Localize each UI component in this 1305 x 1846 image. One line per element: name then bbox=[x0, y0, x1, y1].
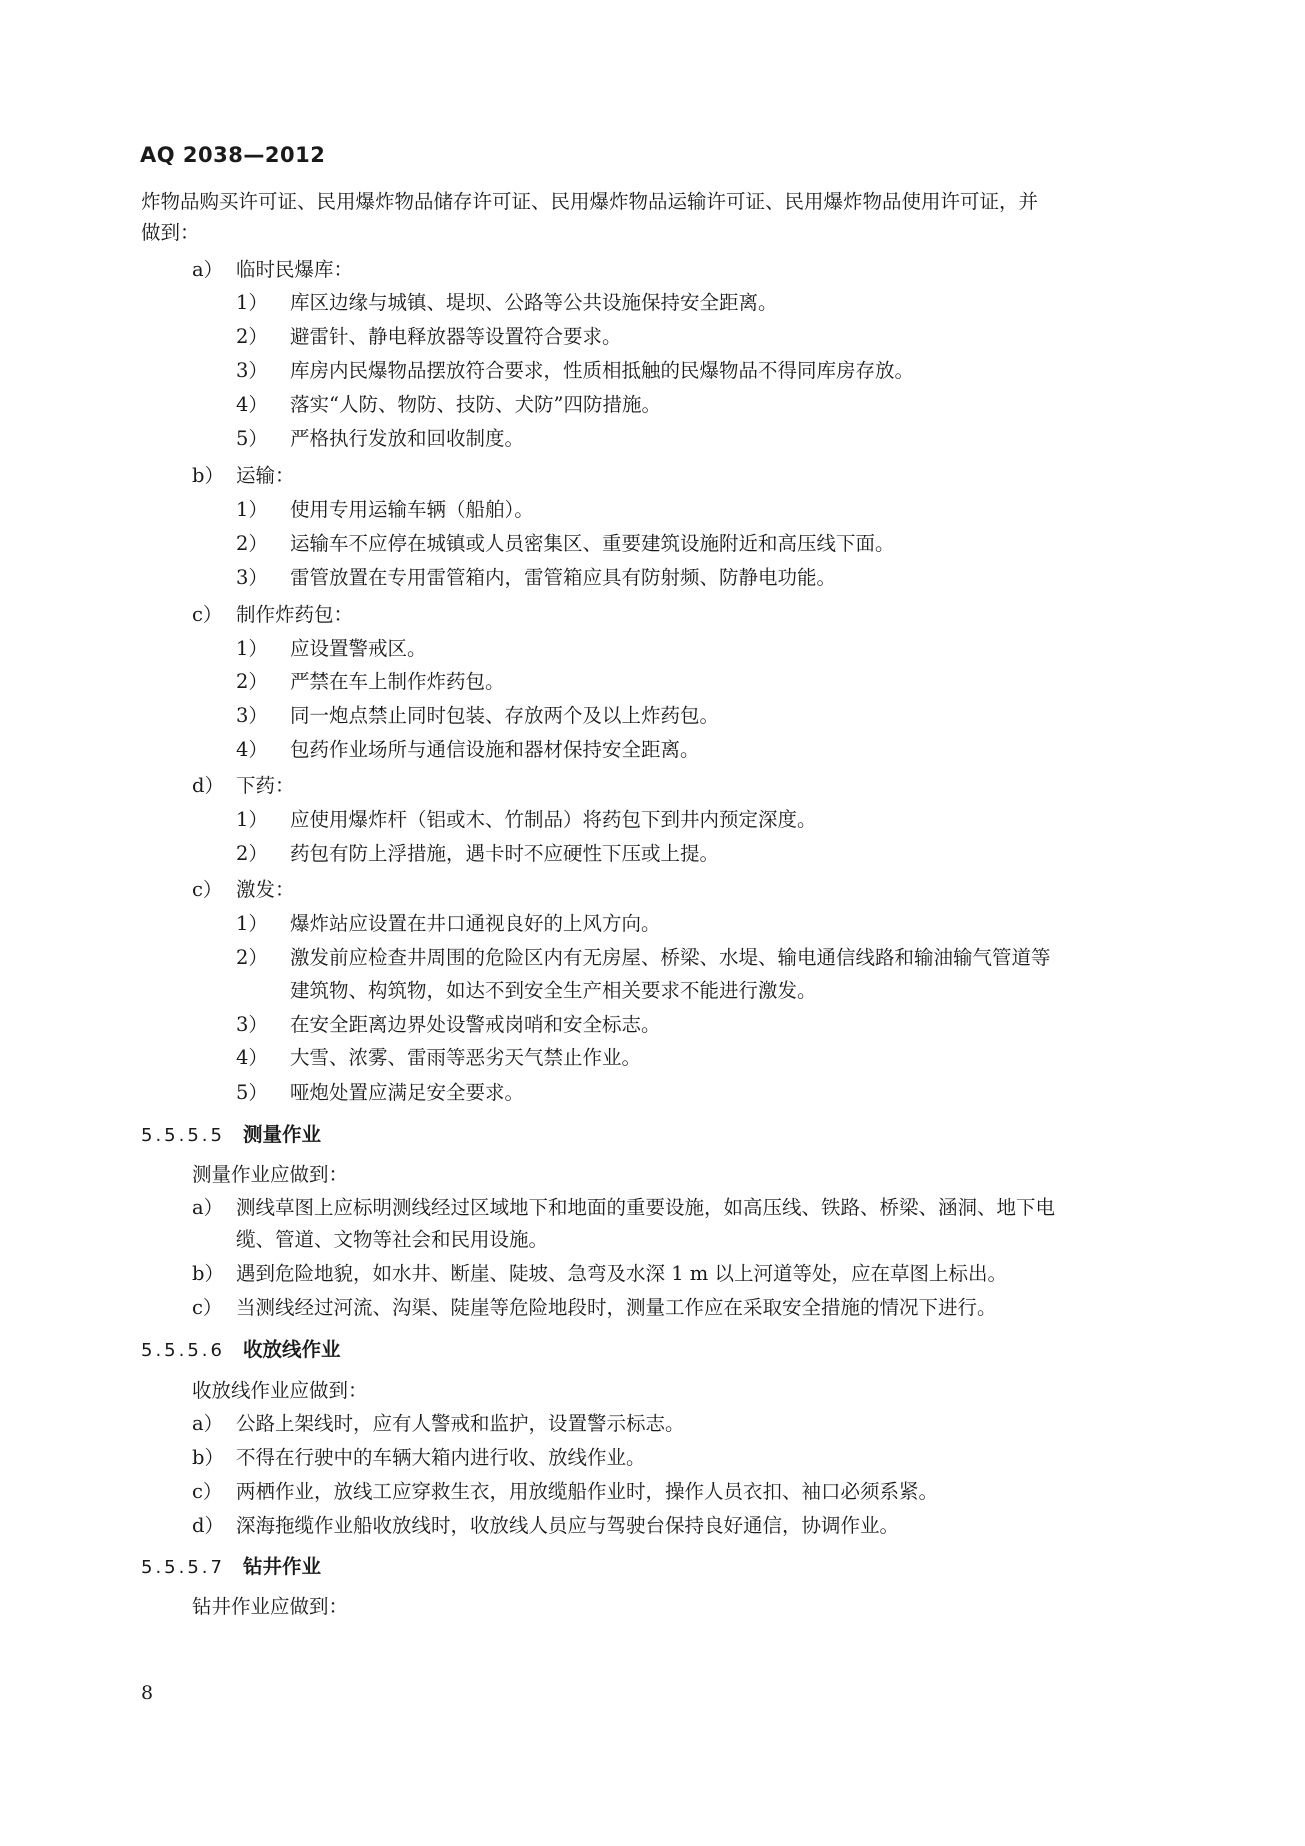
list-marker: 1） bbox=[236, 912, 268, 935]
line-text: 激发： bbox=[236, 878, 295, 901]
list-marker: 5） bbox=[236, 427, 268, 450]
line-text: 公路上架线时，应有人警戒和监护，设置警示标志。 bbox=[236, 1412, 685, 1435]
list-marker: 4） bbox=[236, 1046, 268, 1069]
list-marker: d） bbox=[192, 774, 224, 797]
line-text: 建筑物、构筑物，如达不到安全生产相关要求不能进行激发。 bbox=[290, 979, 817, 1002]
list-marker: 1） bbox=[236, 291, 268, 314]
section-title: 收放线作业 bbox=[242, 1338, 341, 1361]
line-text: 避雷针、静电释放器等设置符合要求。 bbox=[290, 325, 622, 348]
section-heading bbox=[141, 1338, 341, 1363]
list-marker: 4） bbox=[236, 393, 268, 416]
list-item bbox=[236, 427, 524, 451]
list-item bbox=[236, 291, 778, 315]
list-item bbox=[192, 1514, 899, 1538]
list-marker: c） bbox=[192, 1480, 223, 1503]
line-text: 遇到危险地貌，如水井、断崖、陡坡、急弯及水深 1 m 以上河道等处，应在草图上标出。 bbox=[236, 1262, 1007, 1285]
line-text: 当测线经过河流、沟渠、陡崖等危险地段时，测量工作应在采取安全措施的情况下进行。 bbox=[236, 1296, 997, 1319]
list-marker: 3） bbox=[236, 1013, 268, 1036]
list-item bbox=[236, 946, 1051, 970]
list-item bbox=[236, 912, 661, 936]
section-title: 钻井作业 bbox=[242, 1555, 321, 1578]
line-text: 下药： bbox=[236, 774, 295, 797]
list-marker: 2） bbox=[236, 842, 268, 865]
list-marker: 3） bbox=[236, 566, 268, 589]
list-marker: 2） bbox=[236, 946, 268, 969]
line-text: 制作炸药包： bbox=[236, 603, 354, 626]
line-text: 雷管放置在专用雷管箱内，雷管箱应具有防射频、防静电功能。 bbox=[290, 566, 837, 589]
list-item bbox=[192, 1196, 1055, 1220]
list-item bbox=[192, 1262, 1007, 1286]
list-item bbox=[236, 532, 895, 556]
list-item bbox=[236, 704, 719, 728]
line-text: 落实“人防、物防、技防、犬防”四防措施。 bbox=[290, 393, 661, 416]
line-text: 激发前应检查井周围的危险区内有无房屋、桥梁、水堤、输电通信线路和输油输气管道等 bbox=[290, 946, 1051, 969]
list-marker: 2） bbox=[236, 670, 268, 693]
list-item bbox=[236, 738, 700, 762]
line-text: 炸物品购买许可证、民用爆炸物品储存许可证、民用爆炸物品运输许可证、民用爆炸物品使用许可证，并 bbox=[141, 190, 1039, 213]
page-number: 8 bbox=[141, 1682, 154, 1704]
list-marker: 2） bbox=[236, 325, 268, 348]
line-text: 应设置警戒区。 bbox=[290, 637, 427, 660]
list-item bbox=[236, 566, 836, 590]
section-title: 测量作业 bbox=[242, 1123, 321, 1146]
list-item bbox=[236, 842, 719, 866]
list-item bbox=[236, 808, 817, 832]
line-text: 两栖作业，放线工应穿救生衣，用放缆船作业时，操作人员衣扣、袖口必须系紧。 bbox=[236, 1480, 939, 1503]
list-marker: c） bbox=[192, 1296, 223, 1319]
list-item bbox=[192, 1296, 997, 1320]
line-text: 钻井作业应做到： bbox=[192, 1595, 349, 1618]
line-text: 药包有防上浮措施，遇卡时不应硬性下压或上提。 bbox=[290, 842, 720, 865]
list-item bbox=[236, 1013, 661, 1037]
list-item bbox=[192, 878, 295, 902]
line-text: 使用专用运输车辆（船舶）。 bbox=[290, 498, 534, 521]
line-text: 测量作业应做到： bbox=[192, 1163, 349, 1186]
list-marker: a） bbox=[192, 1412, 224, 1435]
paragraph-line bbox=[141, 221, 200, 245]
line-text: 深海拖缆作业船收放线时，收放线人员应与驾驶台保持良好通信，协调作业。 bbox=[236, 1514, 900, 1537]
list-marker: b） bbox=[192, 1446, 224, 1469]
line-text: 临时民爆库： bbox=[236, 258, 354, 281]
list-marker: 1） bbox=[236, 637, 268, 660]
line-text: 严格执行发放和回收制度。 bbox=[290, 427, 525, 450]
line-text: 大雪、浓雾、雷雨等恶劣天气禁止作业。 bbox=[290, 1046, 642, 1069]
list-item bbox=[236, 637, 427, 661]
line-text: 同一炮点禁止同时包装、存放两个及以上炸药包。 bbox=[290, 704, 720, 727]
line-text: 哑炮处置应满足安全要求。 bbox=[290, 1081, 525, 1104]
list-item bbox=[236, 1081, 524, 1105]
list-marker: 2） bbox=[236, 532, 268, 555]
line-text: 不得在行驶中的车辆大箱内进行收、放线作业。 bbox=[236, 1446, 646, 1469]
list-item bbox=[192, 1446, 646, 1470]
line-text: 运输车不应停在城镇或人员密集区、重要建筑设施附近和高压线下面。 bbox=[290, 532, 895, 555]
list-item bbox=[192, 258, 353, 282]
list-marker: c） bbox=[192, 878, 223, 901]
list-item bbox=[192, 1480, 938, 1504]
section-number: 5.5.5.6 bbox=[141, 1340, 225, 1361]
line-text: 库区边缘与城镇、堤坝、公路等公共设施保持安全距离。 bbox=[290, 291, 778, 314]
line-text: 运输： bbox=[236, 464, 295, 487]
list-item bbox=[192, 1412, 685, 1436]
line-text: 在安全距离边界处设警戒岗哨和安全标志。 bbox=[290, 1013, 661, 1036]
line-text: 应使用爆炸杆（铝或木、竹制品）将药包下到井内预定深度。 bbox=[290, 808, 817, 831]
list-marker: 5） bbox=[236, 1081, 268, 1104]
list-marker: a） bbox=[192, 1196, 224, 1219]
paragraph-line bbox=[141, 190, 1038, 214]
list-item bbox=[192, 603, 353, 627]
list-marker: 3） bbox=[236, 359, 268, 382]
list-marker: c） bbox=[192, 603, 223, 626]
section-number: 5.5.5.7 bbox=[141, 1557, 225, 1578]
list-item-continuation bbox=[236, 1228, 548, 1252]
list-marker: d） bbox=[192, 1514, 224, 1537]
line-text: 测线草图上应标明测线经过区域地下和地面的重要设施，如高压线、铁路、桥梁、涵洞、地下电 bbox=[236, 1196, 1056, 1219]
line-text: 爆炸站应设置在井口通视良好的上风方向。 bbox=[290, 912, 661, 935]
section-heading bbox=[141, 1123, 321, 1148]
line-text: 缆、管道、文物等社会和民用设施。 bbox=[236, 1228, 549, 1251]
line-text: 做到： bbox=[141, 221, 200, 244]
line-text: 包药作业场所与通信设施和器材保持安全距离。 bbox=[290, 738, 700, 761]
paragraph-line bbox=[192, 1379, 368, 1403]
line-text: 严禁在车上制作炸药包。 bbox=[290, 670, 505, 693]
list-item bbox=[192, 774, 295, 798]
list-marker: a） bbox=[192, 258, 224, 281]
section-number: 5.5.5.5 bbox=[141, 1125, 225, 1146]
list-marker: b） bbox=[192, 1262, 224, 1285]
list-item bbox=[236, 1046, 641, 1070]
list-item-continuation bbox=[290, 979, 817, 1003]
line-text: 库房内民爆物品摆放符合要求，性质相抵触的民爆物品不得同库房存放。 bbox=[290, 359, 915, 382]
list-item bbox=[236, 359, 914, 383]
list-marker: 4） bbox=[236, 738, 268, 761]
list-marker: 1） bbox=[236, 808, 268, 831]
list-item bbox=[236, 670, 505, 694]
section-heading bbox=[141, 1555, 321, 1580]
standard-code-header: AQ 2038—2012 bbox=[140, 143, 326, 167]
paragraph-line bbox=[192, 1163, 348, 1187]
list-item bbox=[236, 393, 661, 417]
list-item bbox=[236, 325, 622, 349]
list-marker: b） bbox=[192, 464, 224, 487]
list-marker: 3） bbox=[236, 704, 268, 727]
line-text: 收放线作业应做到： bbox=[192, 1379, 368, 1402]
list-marker: 1） bbox=[236, 498, 268, 521]
list-item bbox=[236, 498, 534, 522]
list-item bbox=[192, 464, 295, 488]
paragraph-line bbox=[192, 1595, 348, 1619]
